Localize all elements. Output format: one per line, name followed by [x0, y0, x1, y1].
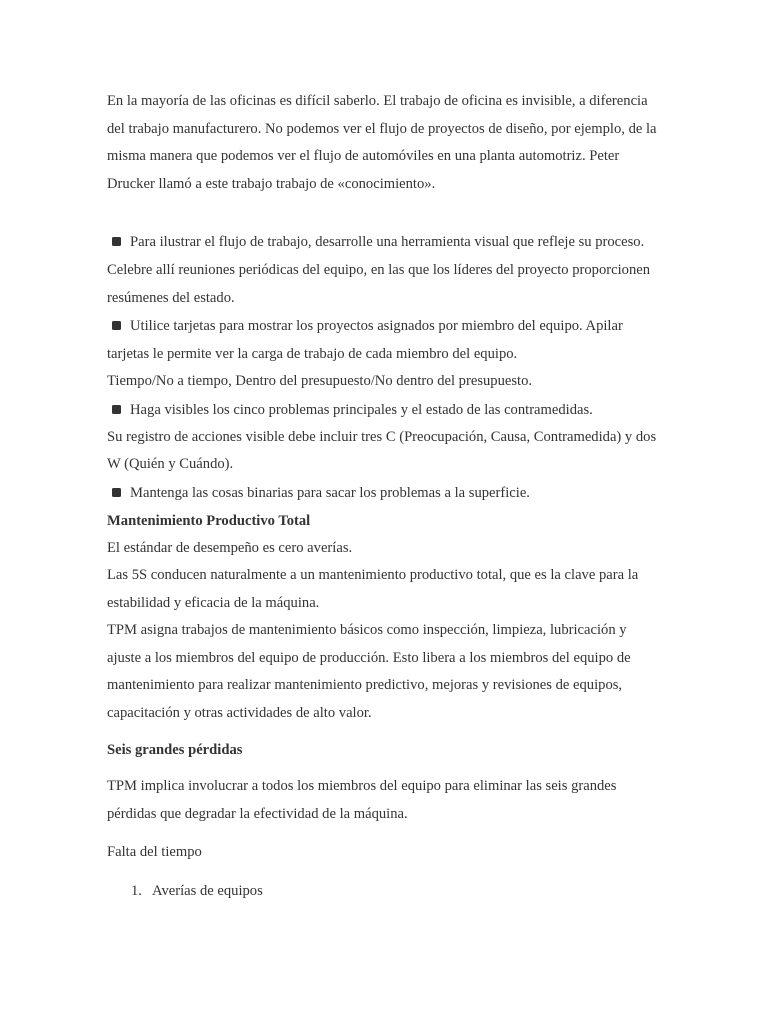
list-item-text: Averías de equipos: [152, 882, 263, 899]
bullet-item-1: [107, 228, 663, 312]
action-log-paragraph: Su registro de acciones visible debe incluir tres C (Preocupación, Causa, Contramedida) y dos W (Quién y Cuándo).: [107, 428, 657, 472]
ordered-list-item-1: [107, 878, 663, 905]
square-bullet-icon: [112, 488, 121, 497]
bullet-item-3: [107, 396, 663, 424]
square-bullet-icon: [112, 405, 121, 414]
document-page: [107, 88, 663, 905]
section-heading-losses: Seis grandes pérdidas: [107, 742, 243, 758]
tpm-line-1: El estándar de desempeño es cero averías.: [107, 539, 353, 556]
square-bullet-icon: [112, 321, 121, 330]
losses-paragraph: TPM implica involucrar a todos los miembros del equipo para eliminar las seis grandes pérdidas que degradar la efectividad de la máquina.: [107, 778, 617, 822]
section-heading-tpm: Mantenimiento Productivo Total: [107, 512, 311, 529]
tpm-line-2: Las 5S conducen naturalmente a un mantenimiento productivo total, que es la clave para la estabilidad y eficacia de la máquina.: [107, 567, 639, 611]
intro-paragraph: En la mayoría de las oficinas es difícil saberlo. El trabajo de oficina es invisible, a diferencia del trabajo manufacturero. No podemos ver el flujo de proyectos de diseño, por ejemplo, de la misma manera que podemos ver el flujo de automóviles en una planta automotriz. Peter Drucker llamó a este trabajo trabajo de «conocimiento».: [107, 93, 657, 192]
falta-label: Falta del tiempo: [107, 844, 202, 860]
spacer: [107, 198, 663, 228]
spacer: [107, 867, 663, 878]
spacer: [107, 727, 663, 736]
square-bullet-icon: [112, 237, 121, 246]
spacer: [107, 764, 663, 773]
list-number: 1.: [131, 882, 142, 899]
bullet-text: Para ilustrar el flujo de trabajo, desarrolle una herramienta visual que refleje su proceso. Celebre allí reuniones periódicas del equipo, en las que los líderes del proyecto proporcionen resúmenes del estado.: [107, 234, 651, 306]
bullet-text: Haga visibles los cinco problemas principales y el estado de las contramedidas.: [130, 401, 593, 418]
status-line: Tiempo/No a tiempo, Dentro del presupuesto/No dentro del presupuesto.: [107, 373, 533, 389]
tpm-line-3: TPM asigna trabajos de mantenimiento básicos como inspección, limpieza, lubricación y ajuste a los miembros del equipo de producción. Esto libera a los miembros del equipo de mantenimiento para realizar mantenimiento predictivo, mejoras y revisiones de equipos, capacitación y otras actividades de alto valor.: [107, 622, 631, 721]
bullet-item-2: [107, 312, 663, 368]
bullet-text: Mantenga las cosas binarias para sacar los problemas a la superficie.: [130, 484, 530, 501]
bullet-text: Utilice tarjetas para mostrar los proyectos asignados por miembro del equipo. Apilar tarjetas le permite ver la carga de trabajo de cada miembro del equipo.: [107, 318, 623, 362]
spacer: [107, 828, 663, 839]
bullet-item-4: [107, 479, 663, 507]
